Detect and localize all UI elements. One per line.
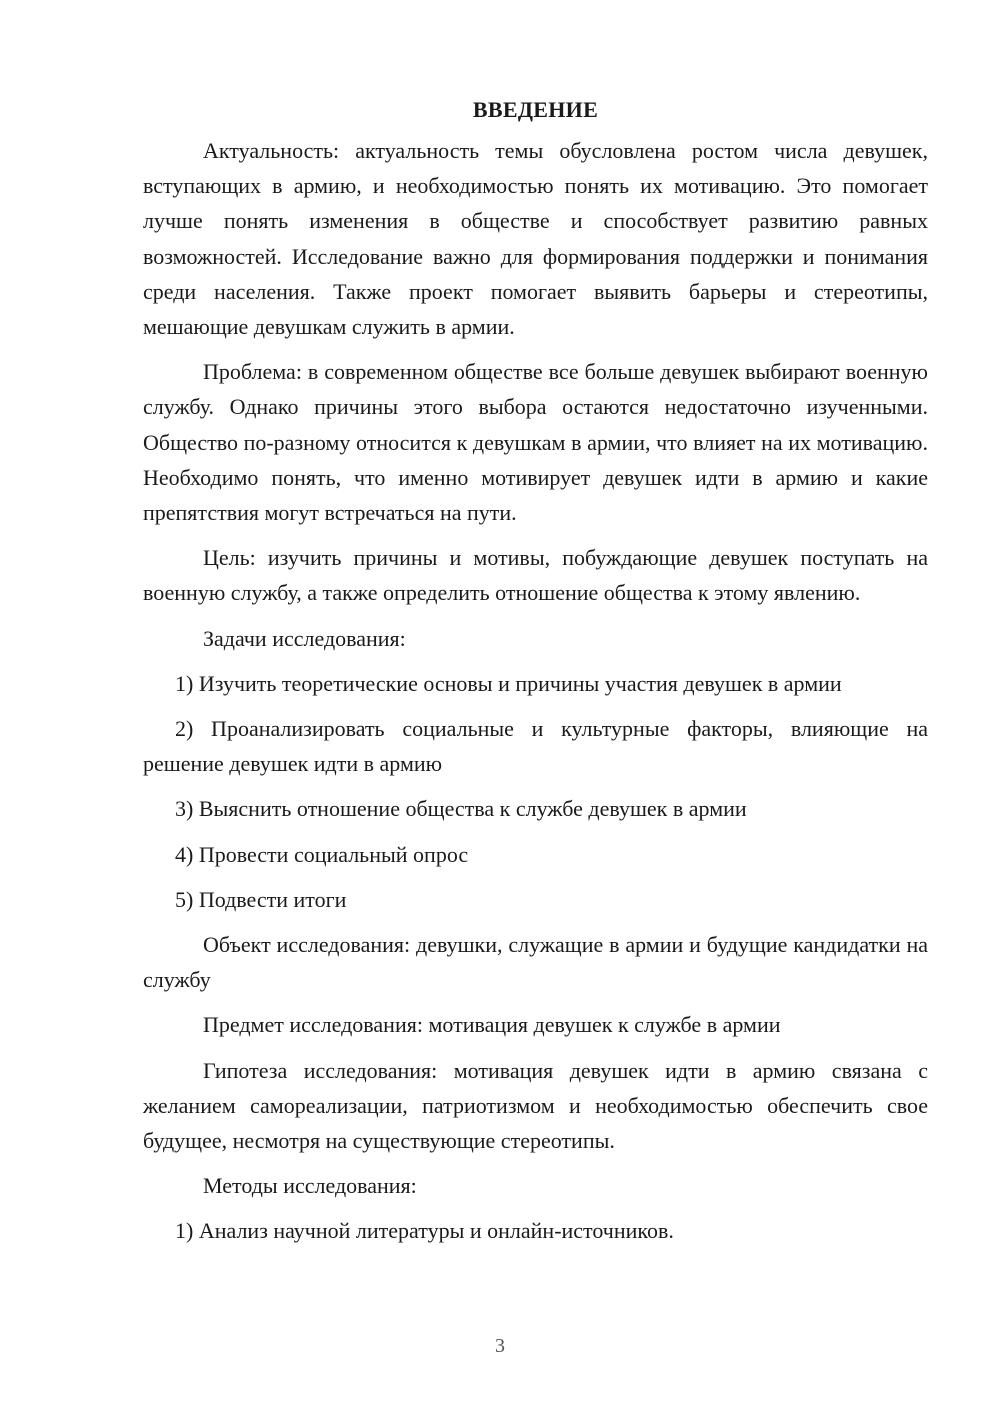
paragraph-subject: Предмет исследования: мотивация девушек к службе в армии (203, 1012, 781, 1038)
paragraph-goal: Цель: изучить причины и мотивы, побуждающие девушек поступать на военную службу, а также определить отношение общества к этому явлению. (143, 545, 928, 606)
paragraph-problem: Проблема: в современном обществе все больше девушек выбирают военную службу. Однако причины этого выбора остаются недостаточно изученными. Общество по-разному относится к девушкам в армии, что влияет на их мотивацию. Необходимо понять, что именно мотивирует девушек идти в армию и какие препятствия могут встречаться на пути. (143, 359, 928, 526)
task-item-4: 4) Провести социальный опрос (175, 841, 469, 867)
page-number: 3 (495, 1335, 505, 1357)
task-item-5: 5) Подвести итоги (175, 886, 347, 912)
tasks-heading: Задачи исследования: (203, 625, 406, 651)
document-page (143, 95, 928, 1259)
task-item-2: 2) Проанализировать социальные и культурные факторы, влияющие на решение девушек идти в армию (143, 716, 928, 777)
section-title: ВВЕДЕНИЕ (472, 97, 599, 122)
method-item-1: 1) Анализ научной литературы и онлайн-источников. (175, 1218, 674, 1244)
paragraph-hypothesis: Гипотеза исследования: мотивация девушек идти в армию связана с желанием самореализации, патриотизмом и необходимостью обеспечить свое будущее, несмотря на существующие стереотипы. (143, 1057, 928, 1154)
methods-heading: Методы исследования: (203, 1173, 417, 1199)
paragraph-relevance: Актуальность: актуальность темы обусловлена ростом числа девушек, вступающих в армию, и необходимостью понять их мотивацию. Это помогает лучше понять изменения в обществе и способствует развитию равных возможностей. Исследование важно для формирования поддержки и понимания среди населения. Также проект помогает выявить барьеры и стереотипы, мешающие девушкам служить в армии. (143, 138, 928, 340)
task-item-1: 1) Изучить теоретические основы и причины участия девушек в армии (175, 670, 842, 696)
paragraph-object: Объект исследования: девушки, служащие в армии и будущие кандидатки на службу (143, 932, 928, 993)
task-item-3: 3) Выяснить отношение общества к службе девушек в армии (175, 796, 747, 822)
